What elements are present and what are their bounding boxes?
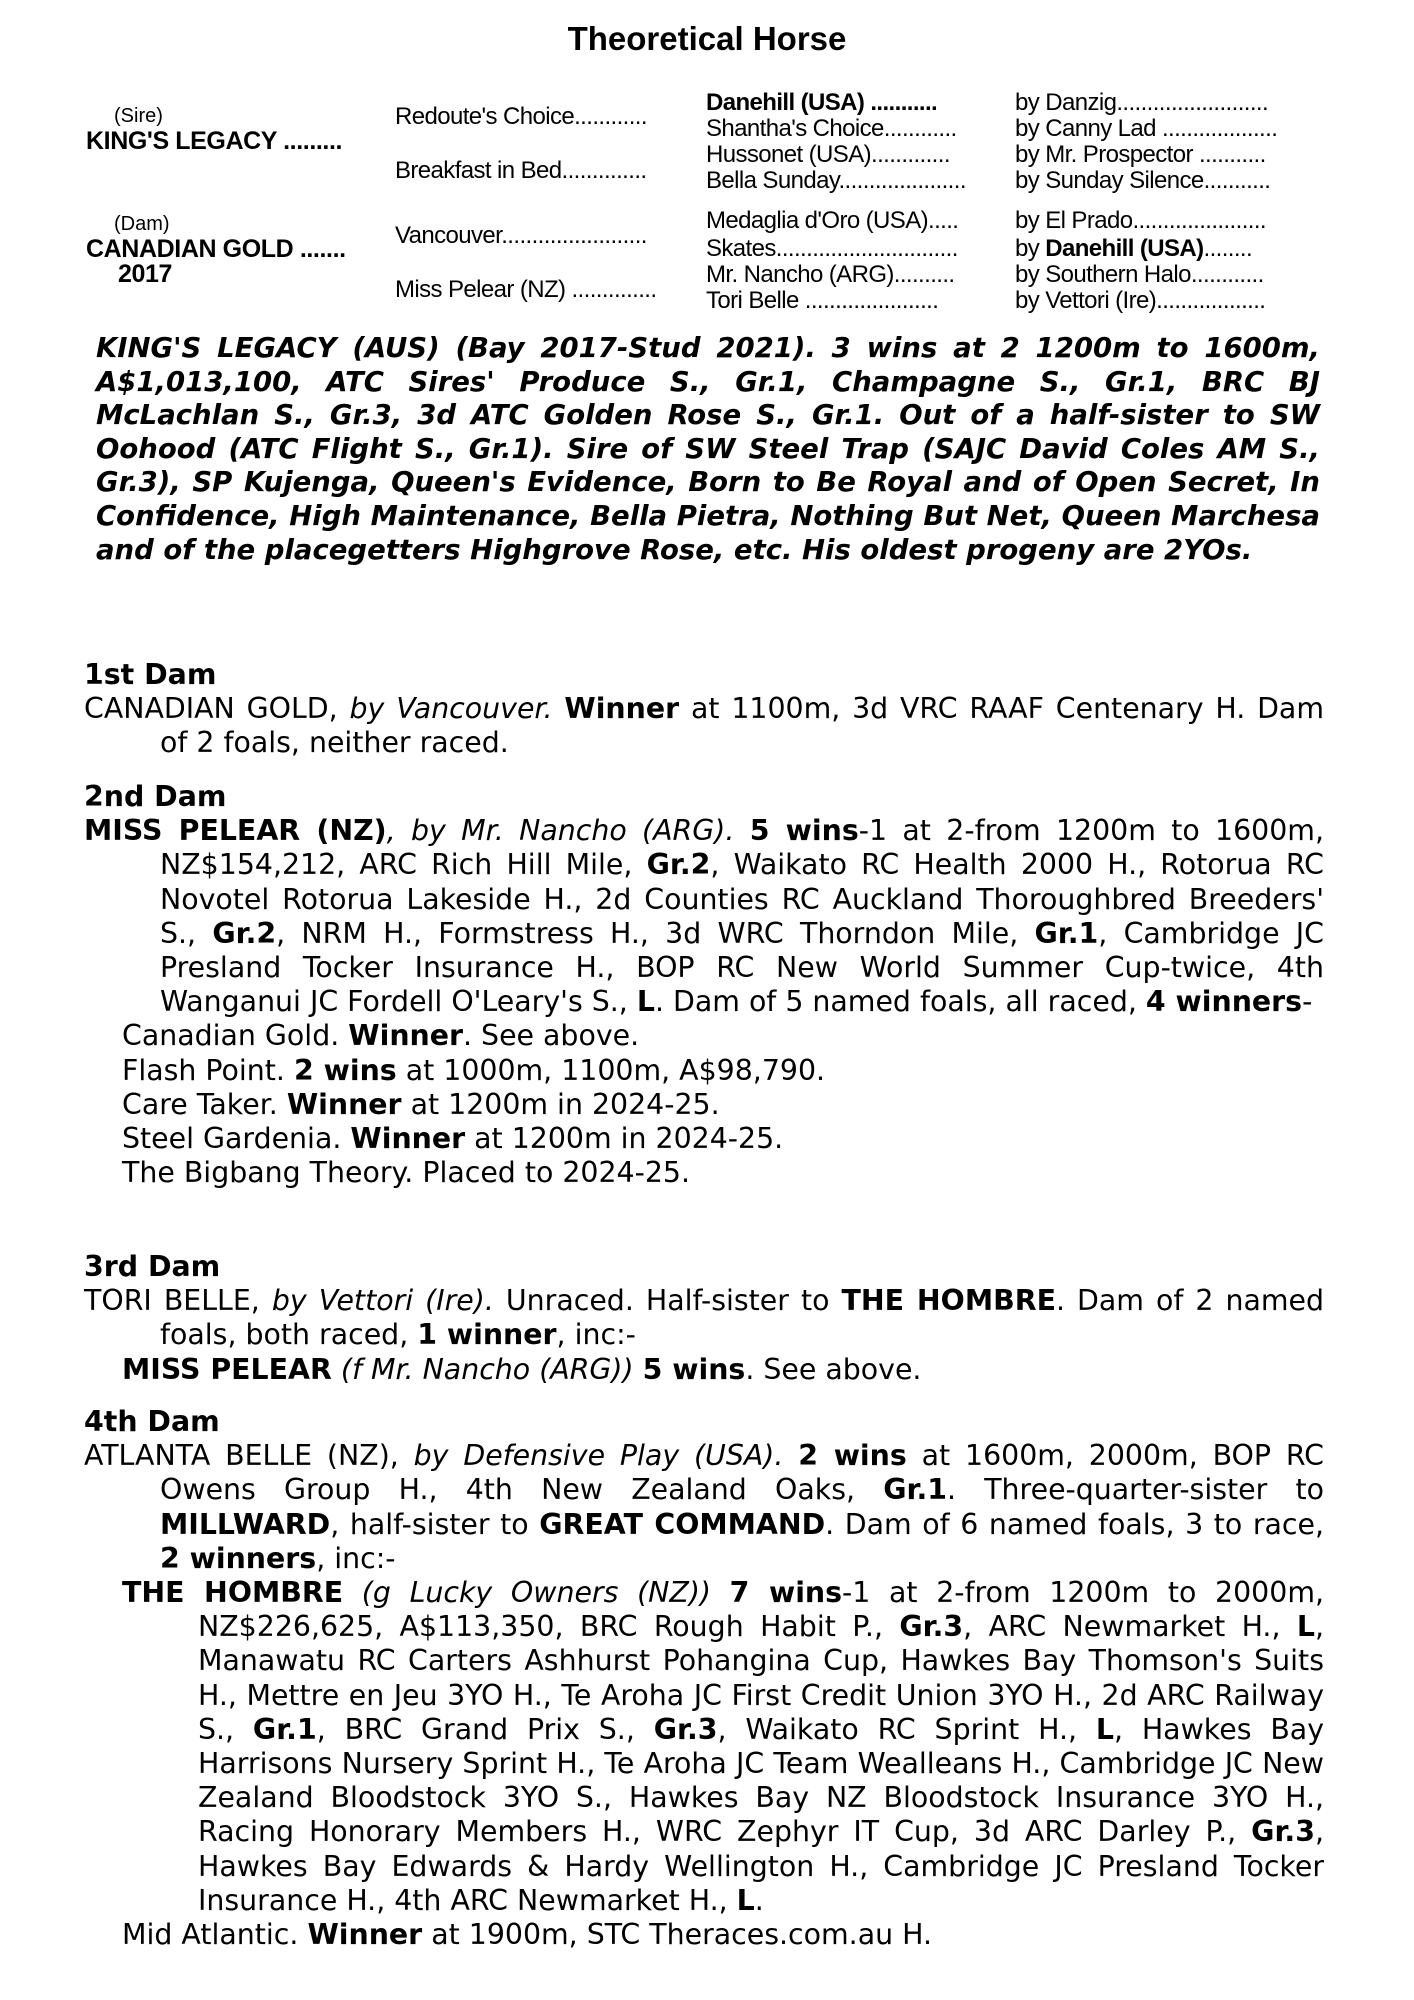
sire-label: (Sire) [114, 105, 163, 127]
gen4-4: by Sunday Silence........... [1015, 167, 1271, 194]
first-dam-section [84, 658, 1324, 761]
gen3-7: Mr. Nancho (ARG).......... [706, 261, 955, 288]
gen4-6: by Danehill (USA)........ [1015, 235, 1253, 262]
foal-entry: Canadian Gold. Winner. See above. [122, 1019, 640, 1053]
third-dam-section [84, 1250, 1324, 1387]
gen3-6: Skates.............................. [706, 235, 958, 262]
granddam-sire-side: Breakfast in Bed.............. [395, 157, 647, 184]
page-title: Theoretical Horse [567, 20, 847, 57]
gen3-2: Shantha's Choice............ [706, 115, 957, 142]
foaling-year: 2017 [118, 260, 173, 288]
foal-entry: The Bigbang Theory. Placed to 2024-25. [122, 1156, 691, 1190]
gen3-5: Medaglia d'Oro (USA)..... [706, 207, 959, 234]
fourth-dam-heading: 4th Dam [84, 1405, 220, 1438]
first-dam-text: CANADIAN GOLD, by Vancouver. Winner at 1100m, 3d VRC RAAF Centenary H. Dam of 2 foals, neither raced. [84, 692, 1324, 760]
gen3-8: Tori Belle ...................... [706, 287, 939, 314]
granddam: Miss Pelear (NZ) .............. [395, 276, 657, 303]
fourth-dam-text: ATLANTA BELLE (NZ), by Defensive Play (USA). 2 wins at 1600m, 2000m, BOP RC Owens Group H., 4th New Zealand Oaks, Gr.1. Three-quarter-sister to MILLWARD, half-sister to GREAT COMMAND. Dam of 6 named foals, 3 to race, 2 winners, inc:- [84, 1439, 1325, 1575]
dam-label: (Dam) [114, 213, 170, 235]
first-dam-heading: 1st Dam [84, 658, 217, 691]
dam-sire: Vancouver........................ [395, 222, 647, 249]
second-dam-section [84, 780, 1324, 1190]
second-dam-text: MISS PELEAR (NZ), by Mr. Nancho (ARG). 5 wins-1 at 2-from 1200m to 1600m, NZ$154,212, ARC Rich Hill Mile, Gr.2, Waikato RC Health 2000 H., Rotorua RC Novotel Rotorua Lakeside H., 2d Counties RC Auckland Thoroughbred Breeders' S., Gr.2, NRM H., Formstress H., 3d WRC Thorndon Mile, Gr.1, Cambridge JC Presland Tocker Insurance H., BOP RC New World Summer Cup-twice, 4th Wanganui JC Fordell O'Leary's S., L. Dam of 5 named foals, all raced, 4 winners- [84, 814, 1324, 1019]
gen3-1: Danehill (USA) ........... [706, 89, 938, 116]
gen4-3: by Mr. Prospector ........... [1015, 141, 1266, 168]
gen3-4: Bella Sunday..................... [706, 167, 966, 194]
dam-name: CANADIAN GOLD ....... [86, 235, 346, 263]
gen4-5: by El Prado...................... [1015, 207, 1266, 234]
third-dam-text: TORI BELLE, by Vettori (Ire). Unraced. Half-sister to THE HOMBRE. Dam of 2 named foals, both raced, 1 winner, inc:- [84, 1284, 1324, 1352]
foal-entry: Flash Point. 2 wins at 1000m, 1100m, A$98,790. [122, 1053, 826, 1087]
fourth-dam-section [84, 1405, 1324, 1952]
sire-summary: KING'S LEGACY (AUS) (Bay 2017-Stud 2021). 3 wins at 2 1200m to 1600m, A$1,013,100, ATC Sires' Produce S., Gr.1, Champagne S., Gr.1, BRC BJ McLachlan S., Gr.3, 3d ATC Golden Rose S., Gr.1. Out of a half-sister to SW Oohood (ATC Flight S., Gr.1). Sire of SW Steel Trap (SAJC David Coles AM S., Gr.3), SP Kujenga, Queen's Evidence, Born to Be Royal and of Open Secret, In Confidence, High Maintenance, Bella Pietra, Nothing But Net, Queen Marchesa and of the placegetters Highgrove Rose, etc. His oldest progeny are 2YOs. [96, 332, 1320, 566]
foal-entry: Care Taker. Winner at 1200m in 2024-25. [122, 1087, 720, 1121]
gen4-1: by Danzig......................... [1015, 89, 1269, 116]
sire-name: KING'S LEGACY ......... [86, 127, 343, 155]
gen4-2: by Canny Lad ................... [1015, 115, 1278, 142]
foal-entry: MISS PELEAR (f Mr. Nancho (ARG)) 5 wins. See above. [122, 1352, 922, 1386]
gen4-8: by Vettori (Ire).................. [1015, 287, 1266, 314]
gen3-3: Hussonet (USA)............. [706, 141, 950, 168]
second-dam-heading: 2nd Dam [84, 780, 227, 813]
foal-entry: Steel Gardenia. Winner at 1200m in 2024-25. [122, 1122, 784, 1156]
gen4-7: by Southern Halo............ [1015, 261, 1264, 288]
grandsire: Redoute's Choice............ [395, 103, 647, 130]
foal-entry: Mid Atlantic. Winner at 1900m, STC Theraces.com.au H. [122, 1918, 932, 1952]
third-dam-heading: 3rd Dam [84, 1250, 221, 1283]
foal-entry: THE HOMBRE (g Lucky Owners (NZ)) 7 wins-1 at 2-from 1200m to 2000m, NZ$226,625, A$113,350, BRC Rough Habit P., Gr.3, ARC Newmarket H., L, Manawatu RC Carters Ashhurst Pohangina Cup, Hawkes Bay Thomson's Suits H., Mettre en Jeu 3YO H., Te Aroha JC First Credit Union 3YO H., 2d ARC Railway S., Gr.1, BRC Grand Prix S., Gr.3, Waikato RC Sprint H., L, Hawkes Bay Harrisons Nursery Sprint H., Te Aroha JC Team Wealleans H., Cambridge JC New Zealand Bloodstock 3YO S., Hawkes Bay NZ Bloodstock Insurance 3YO H., Racing Honorary Members H., WRC Zephyr IT Cup, 3d ARC Darley P., Gr.3, Hawkes Bay Edwards & Hardy Wellington H., Cambridge JC Presland Tocker Insurance H., 4th ARC Newmarket H., L. [122, 1576, 1325, 1917]
